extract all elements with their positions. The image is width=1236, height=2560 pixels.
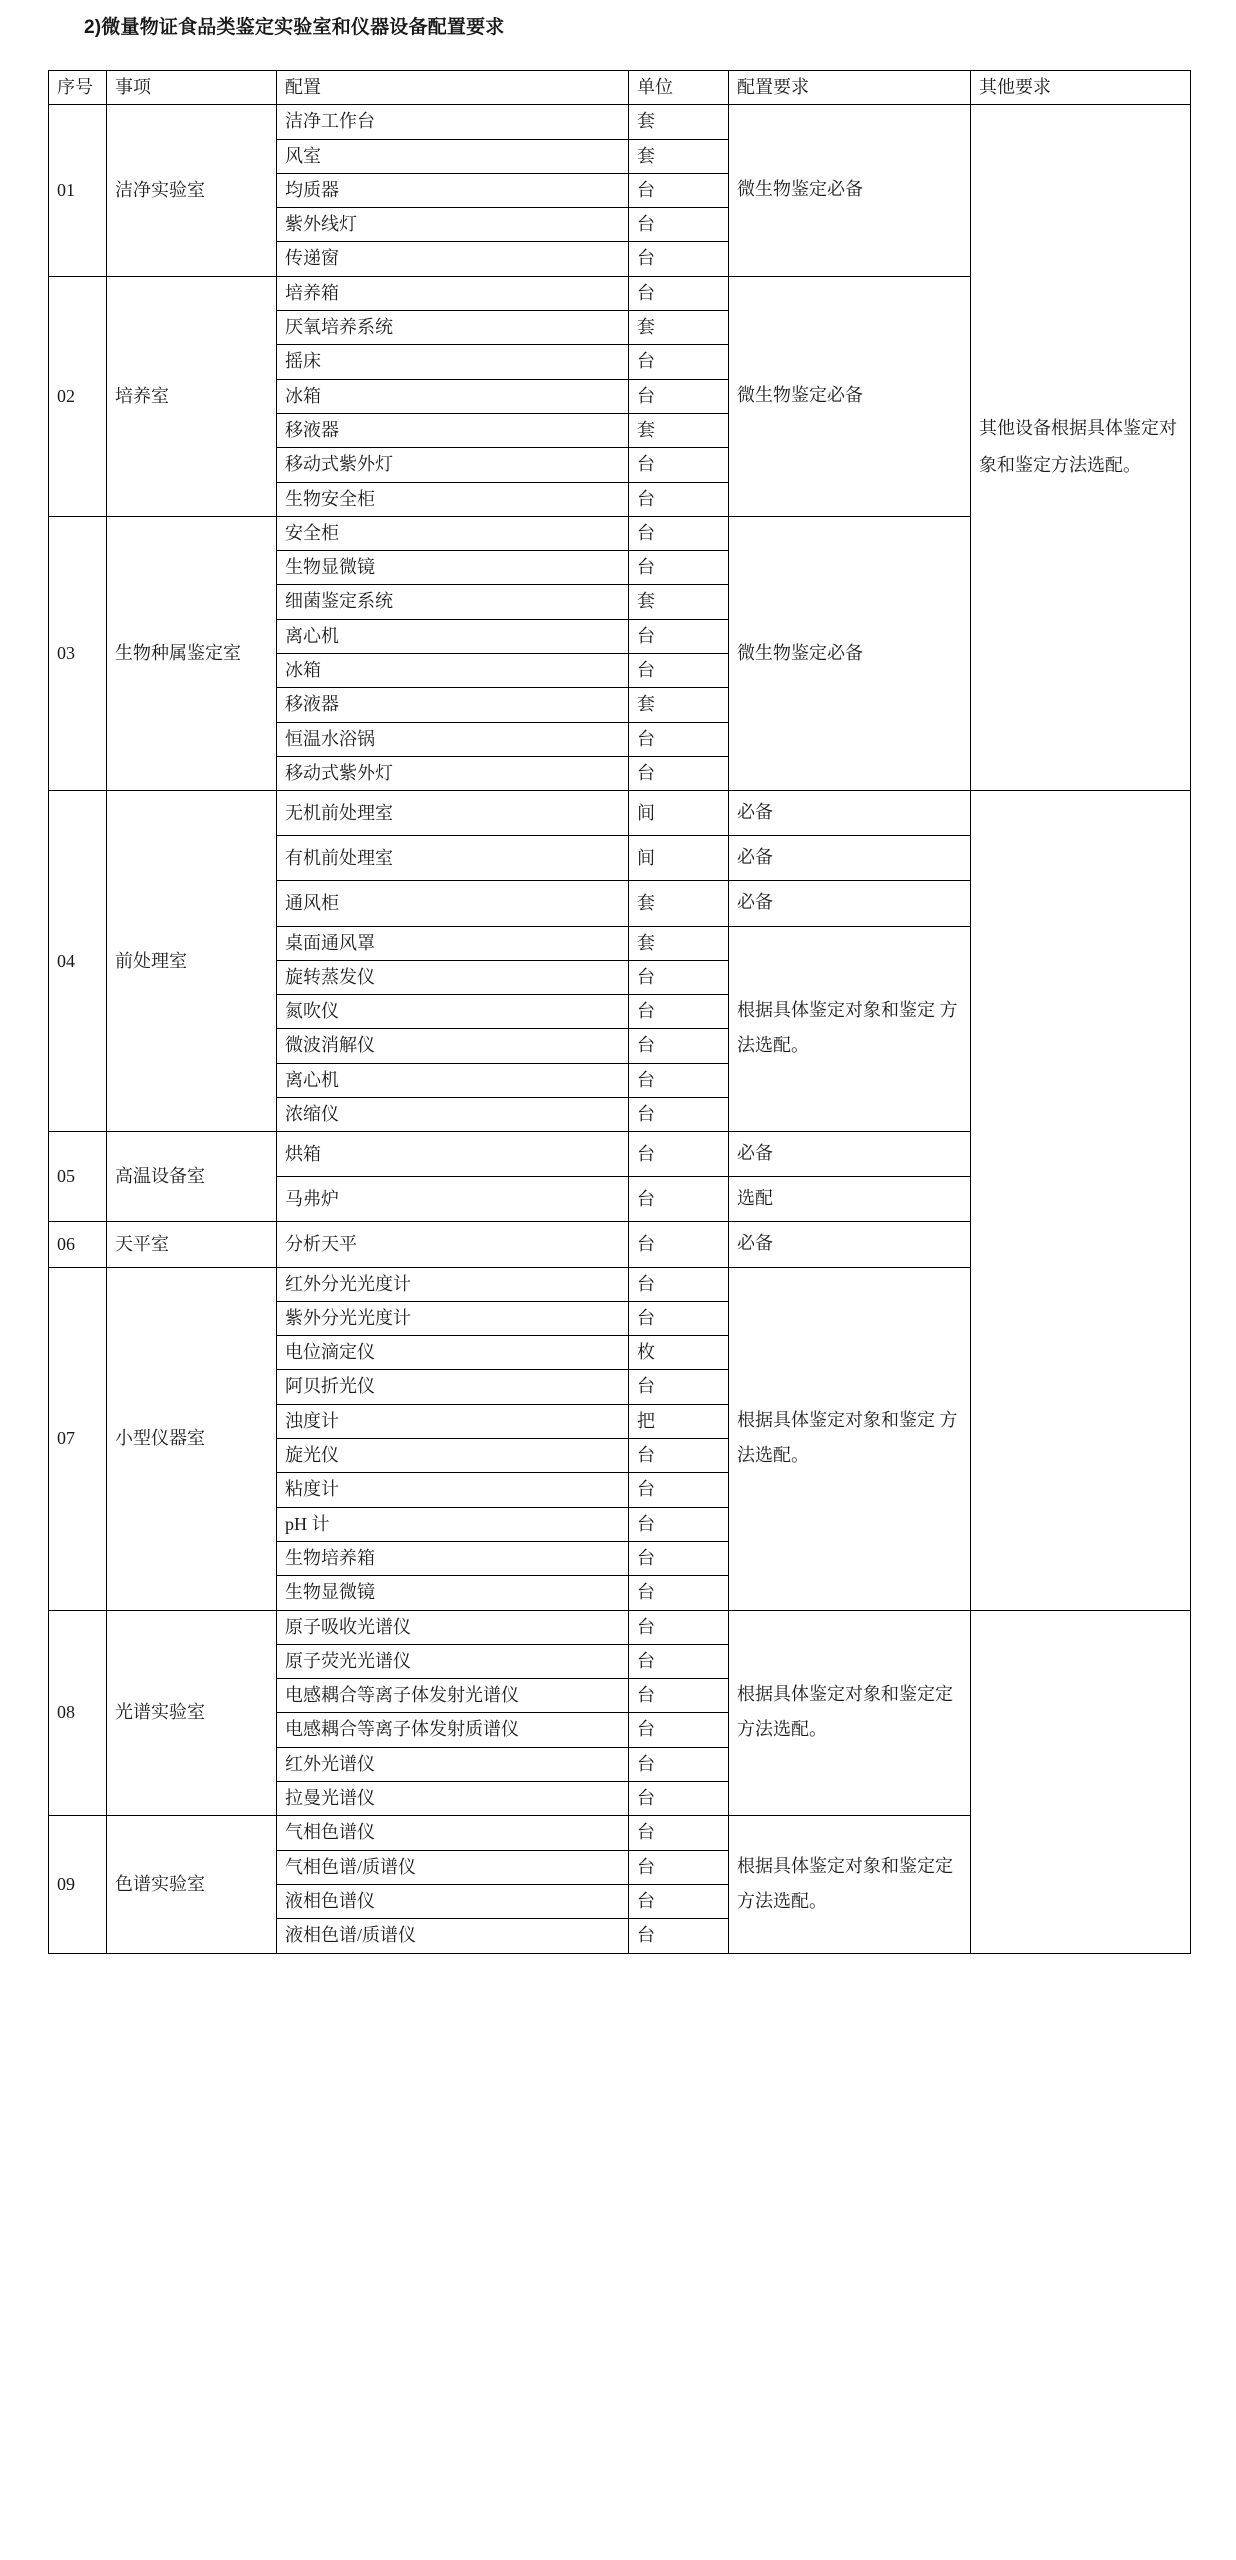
cell-unit: 台 [629,1177,729,1222]
cell-equipment-name: 阿贝折光仪 [277,1370,629,1404]
cell-unit: 台 [629,1098,729,1132]
cell-unit: 台 [629,1029,729,1063]
cell-item-name: 洁净实验室 [107,105,277,276]
cell-configuration-requirement: 微生物鉴定必备 [729,105,971,276]
cell-sequence-number: 06 [49,1222,107,1267]
column-header-seq: 序号 [49,71,107,105]
cell-equipment-name: 恒温水浴锅 [277,722,629,756]
cell-equipment-name: 液相色谱/质谱仪 [277,1919,629,1953]
cell-unit: 套 [629,585,729,619]
cell-equipment-name: 拉曼光谱仪 [277,1782,629,1816]
table-row [49,105,1191,139]
cell-unit: 台 [629,1610,729,1644]
cell-configuration-requirement: 必备 [729,1222,971,1267]
cell-item-name: 培养室 [107,276,277,516]
page-title: 2)微量物证食品类鉴定实验室和仪器设备配置要求 [84,17,505,38]
cell-sequence-number: 07 [49,1267,107,1610]
cell-equipment-name: 细菌鉴定系统 [277,585,629,619]
cell-equipment-name: 生物显微镜 [277,551,629,585]
cell-unit: 台 [629,1850,729,1884]
cell-sequence-number: 09 [49,1816,107,1953]
cell-unit: 台 [629,448,729,482]
cell-equipment-name: 移动式紫外灯 [277,756,629,790]
cell-equipment-name: 旋转蒸发仪 [277,960,629,994]
cell-equipment-name: 红外分光光度计 [277,1267,629,1301]
cell-unit: 台 [629,551,729,585]
cell-unit: 套 [629,105,729,139]
cell-unit: 台 [629,276,729,310]
cell-equipment-name: 离心机 [277,1063,629,1097]
cell-equipment-name: 冰箱 [277,379,629,413]
cell-equipment-name: 气相色谱仪 [277,1816,629,1850]
cell-item-name: 色谱实验室 [107,1816,277,1953]
cell-unit: 台 [629,1919,729,1953]
cell-unit: 台 [629,516,729,550]
cell-unit: 台 [629,1679,729,1713]
cell-item-name: 前处理室 [107,791,277,1132]
cell-other-requirement: 其他设备根据具体鉴定对象和鉴定方法选配。 [971,105,1191,791]
cell-equipment-name: 马弗炉 [277,1177,629,1222]
cell-configuration-requirement: 必备 [729,836,971,881]
cell-equipment-name: 有机前处理室 [277,836,629,881]
cell-equipment-name: 旋光仪 [277,1439,629,1473]
cell-equipment-name: 安全柜 [277,516,629,550]
cell-unit: 台 [629,208,729,242]
column-header-unit: 单位 [629,71,729,105]
cell-unit: 台 [629,242,729,276]
cell-unit: 台 [629,1507,729,1541]
cell-equipment-name: 紫外分光光度计 [277,1301,629,1335]
cell-unit: 台 [629,1644,729,1678]
cell-configuration-requirement: 根据具体鉴定对象和鉴定定方法选配。 [729,1610,971,1816]
cell-unit: 台 [629,1439,729,1473]
cell-equipment-name: 移动式紫外灯 [277,448,629,482]
cell-equipment-name: 气相色谱/质谱仪 [277,1850,629,1884]
cell-unit: 台 [629,1884,729,1918]
cell-equipment-name: 浊度计 [277,1404,629,1438]
cell-unit: 套 [629,688,729,722]
cell-configuration-requirement: 根据具体鉴定对象和鉴定 方法选配。 [729,1267,971,1610]
cell-unit: 台 [629,1370,729,1404]
cell-equipment-name: 洁净工作台 [277,105,629,139]
cell-sequence-number: 04 [49,791,107,1132]
cell-item-name: 光谱实验室 [107,1610,277,1816]
cell-unit: 台 [629,1782,729,1816]
cell-equipment-name: 桌面通风罩 [277,926,629,960]
cell-equipment-name: 红外光谱仪 [277,1747,629,1781]
cell-unit: 台 [629,1747,729,1781]
cell-unit: 台 [629,1816,729,1850]
column-header-req: 配置要求 [729,71,971,105]
cell-equipment-name: 生物培养箱 [277,1541,629,1575]
cell-unit: 台 [629,619,729,653]
column-header-equip: 配置 [277,71,629,105]
cell-unit: 台 [629,345,729,379]
cell-configuration-requirement: 选配 [729,1177,971,1222]
cell-configuration-requirement: 根据具体鉴定对象和鉴定定方法选配。 [729,1816,971,1953]
cell-configuration-requirement: 微生物鉴定必备 [729,276,971,516]
equipment-configuration-table [48,70,1191,1954]
cell-unit: 台 [629,1541,729,1575]
cell-equipment-name: 生物显微镜 [277,1576,629,1610]
cell-unit: 台 [629,756,729,790]
cell-equipment-name: 原子吸收光谱仪 [277,1610,629,1644]
table-row [49,1610,1191,1644]
cell-configuration-requirement: 微生物鉴定必备 [729,516,971,790]
cell-unit: 台 [629,1267,729,1301]
cell-equipment-name: 电感耦合等离子体发射光谱仪 [277,1679,629,1713]
cell-unit: 台 [629,1713,729,1747]
cell-equipment-name: 电感耦合等离子体发射质谱仪 [277,1713,629,1747]
cell-unit: 台 [629,379,729,413]
cell-configuration-requirement: 必备 [729,881,971,926]
cell-unit: 套 [629,881,729,926]
cell-unit: 套 [629,926,729,960]
cell-unit: 台 [629,1576,729,1610]
cell-equipment-name: 移液器 [277,688,629,722]
cell-item-name: 天平室 [107,1222,277,1267]
cell-unit: 台 [629,722,729,756]
cell-unit: 把 [629,1404,729,1438]
cell-equipment-name: 培养箱 [277,276,629,310]
cell-equipment-name: 冰箱 [277,654,629,688]
cell-equipment-name: 无机前处理室 [277,791,629,836]
cell-equipment-name: 微波消解仪 [277,1029,629,1063]
cell-equipment-name: 风室 [277,139,629,173]
cell-unit: 台 [629,173,729,207]
cell-equipment-name: 烘箱 [277,1132,629,1177]
cell-unit: 套 [629,413,729,447]
cell-equipment-name: 通风柜 [277,881,629,926]
cell-unit: 台 [629,1222,729,1267]
cell-sequence-number: 02 [49,276,107,516]
table-header [49,71,1191,105]
cell-equipment-name: 原子荧光光谱仪 [277,1644,629,1678]
cell-unit: 台 [629,654,729,688]
cell-equipment-name: 粘度计 [277,1473,629,1507]
table-body [49,105,1191,1953]
cell-equipment-name: 分析天平 [277,1222,629,1267]
cell-unit: 台 [629,1132,729,1177]
cell-equipment-name: 电位滴定仪 [277,1336,629,1370]
cell-configuration-requirement: 必备 [729,1132,971,1177]
table-header-row [49,71,1191,105]
cell-sequence-number: 03 [49,516,107,790]
cell-unit: 台 [629,995,729,1029]
cell-configuration-requirement: 根据具体鉴定对象和鉴定 方法选配。 [729,926,971,1132]
column-header-item: 事项 [107,71,277,105]
cell-equipment-name: 氮吹仪 [277,995,629,1029]
cell-other-requirement [971,1610,1191,1953]
cell-unit: 间 [629,836,729,881]
cell-equipment-name: pH 计 [277,1507,629,1541]
cell-unit: 间 [629,791,729,836]
cell-unit: 台 [629,1473,729,1507]
cell-item-name: 高温设备室 [107,1132,277,1222]
cell-unit: 台 [629,1301,729,1335]
equipment-table-container [48,70,1190,1954]
cell-equipment-name: 摇床 [277,345,629,379]
cell-unit: 台 [629,960,729,994]
cell-sequence-number: 08 [49,1610,107,1816]
cell-equipment-name: 移液器 [277,413,629,447]
cell-item-name: 生物种属鉴定室 [107,516,277,790]
cell-equipment-name: 均质器 [277,173,629,207]
cell-equipment-name: 浓缩仪 [277,1098,629,1132]
cell-unit: 套 [629,311,729,345]
table-row [49,791,1191,836]
cell-equipment-name: 紫外线灯 [277,208,629,242]
cell-other-requirement [971,791,1191,1610]
cell-item-name: 小型仪器室 [107,1267,277,1610]
cell-unit: 台 [629,482,729,516]
cell-unit: 套 [629,139,729,173]
cell-equipment-name: 传递窗 [277,242,629,276]
cell-unit: 台 [629,1063,729,1097]
cell-equipment-name: 离心机 [277,619,629,653]
cell-unit: 枚 [629,1336,729,1370]
cell-configuration-requirement: 必备 [729,791,971,836]
cell-equipment-name: 液相色谱仪 [277,1884,629,1918]
column-header-other: 其他要求 [971,71,1191,105]
cell-sequence-number: 05 [49,1132,107,1222]
cell-sequence-number: 01 [49,105,107,276]
cell-equipment-name: 厌氧培养系统 [277,311,629,345]
cell-equipment-name: 生物安全柜 [277,482,629,516]
